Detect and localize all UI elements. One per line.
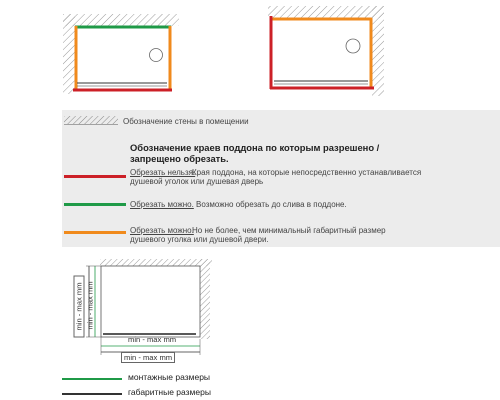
dim-vertical-inner-label: min - max mm <box>85 281 95 330</box>
wall-legend-label: Обозначение стены в помещении <box>123 117 249 126</box>
legend-title: Обозначение краев поддона по которым разрешено / запрещено обрезать. <box>130 142 380 164</box>
dim-vertical-outer-wrap <box>73 276 83 336</box>
dim-vertical-outer-label: min - max mm <box>74 276 85 338</box>
dim-horizontal-outer-label: min - max mm <box>121 352 175 363</box>
wall-top <box>63 14 179 26</box>
tray-diagram-right <box>258 4 388 100</box>
legend-swatch-allowed <box>64 203 126 206</box>
tray-diagram-left <box>55 8 185 98</box>
drain-icon <box>150 49 163 62</box>
overall-legend-label: габаритные размеры <box>128 387 211 397</box>
legend-limited-term: Обрезать можно. <box>130 226 194 235</box>
dim-vertical-inner-wrap <box>85 276 95 336</box>
tray-body <box>270 18 372 88</box>
drain-icon <box>346 39 360 53</box>
legend-limited-desc: Но не более, чем минимальный габаритный размер душевого уголка или душевой двери. <box>130 226 386 244</box>
wall-hatch-sample <box>64 116 118 126</box>
wall-right <box>372 6 384 96</box>
tray-body <box>101 266 200 337</box>
wall-left <box>63 14 75 94</box>
legend-allowed-desc: Возможно обрезать до слива в поддоне. <box>193 200 347 209</box>
wall-top <box>100 259 212 266</box>
legend-allowed-text <box>130 200 347 209</box>
dim-horizontal-inner-label: min - max mm <box>128 335 177 344</box>
overall-line-swatch <box>62 393 122 395</box>
legend-allowed-term: Обрезать можно. <box>130 200 194 209</box>
legend-swatch-limited <box>64 231 126 234</box>
legend-forbidden-desc: Края поддона, на которые непосредственно устанавливается душевой уголок или душевая дверь <box>130 168 422 186</box>
legend-swatch-forbidden <box>64 175 126 178</box>
legend-forbidden-term: Обрезать нельзя. <box>130 168 196 177</box>
mounting-line-swatch <box>62 378 122 380</box>
wall-right <box>200 259 210 339</box>
mounting-legend-label: монтажные размеры <box>128 372 211 382</box>
wall-top <box>268 6 384 18</box>
